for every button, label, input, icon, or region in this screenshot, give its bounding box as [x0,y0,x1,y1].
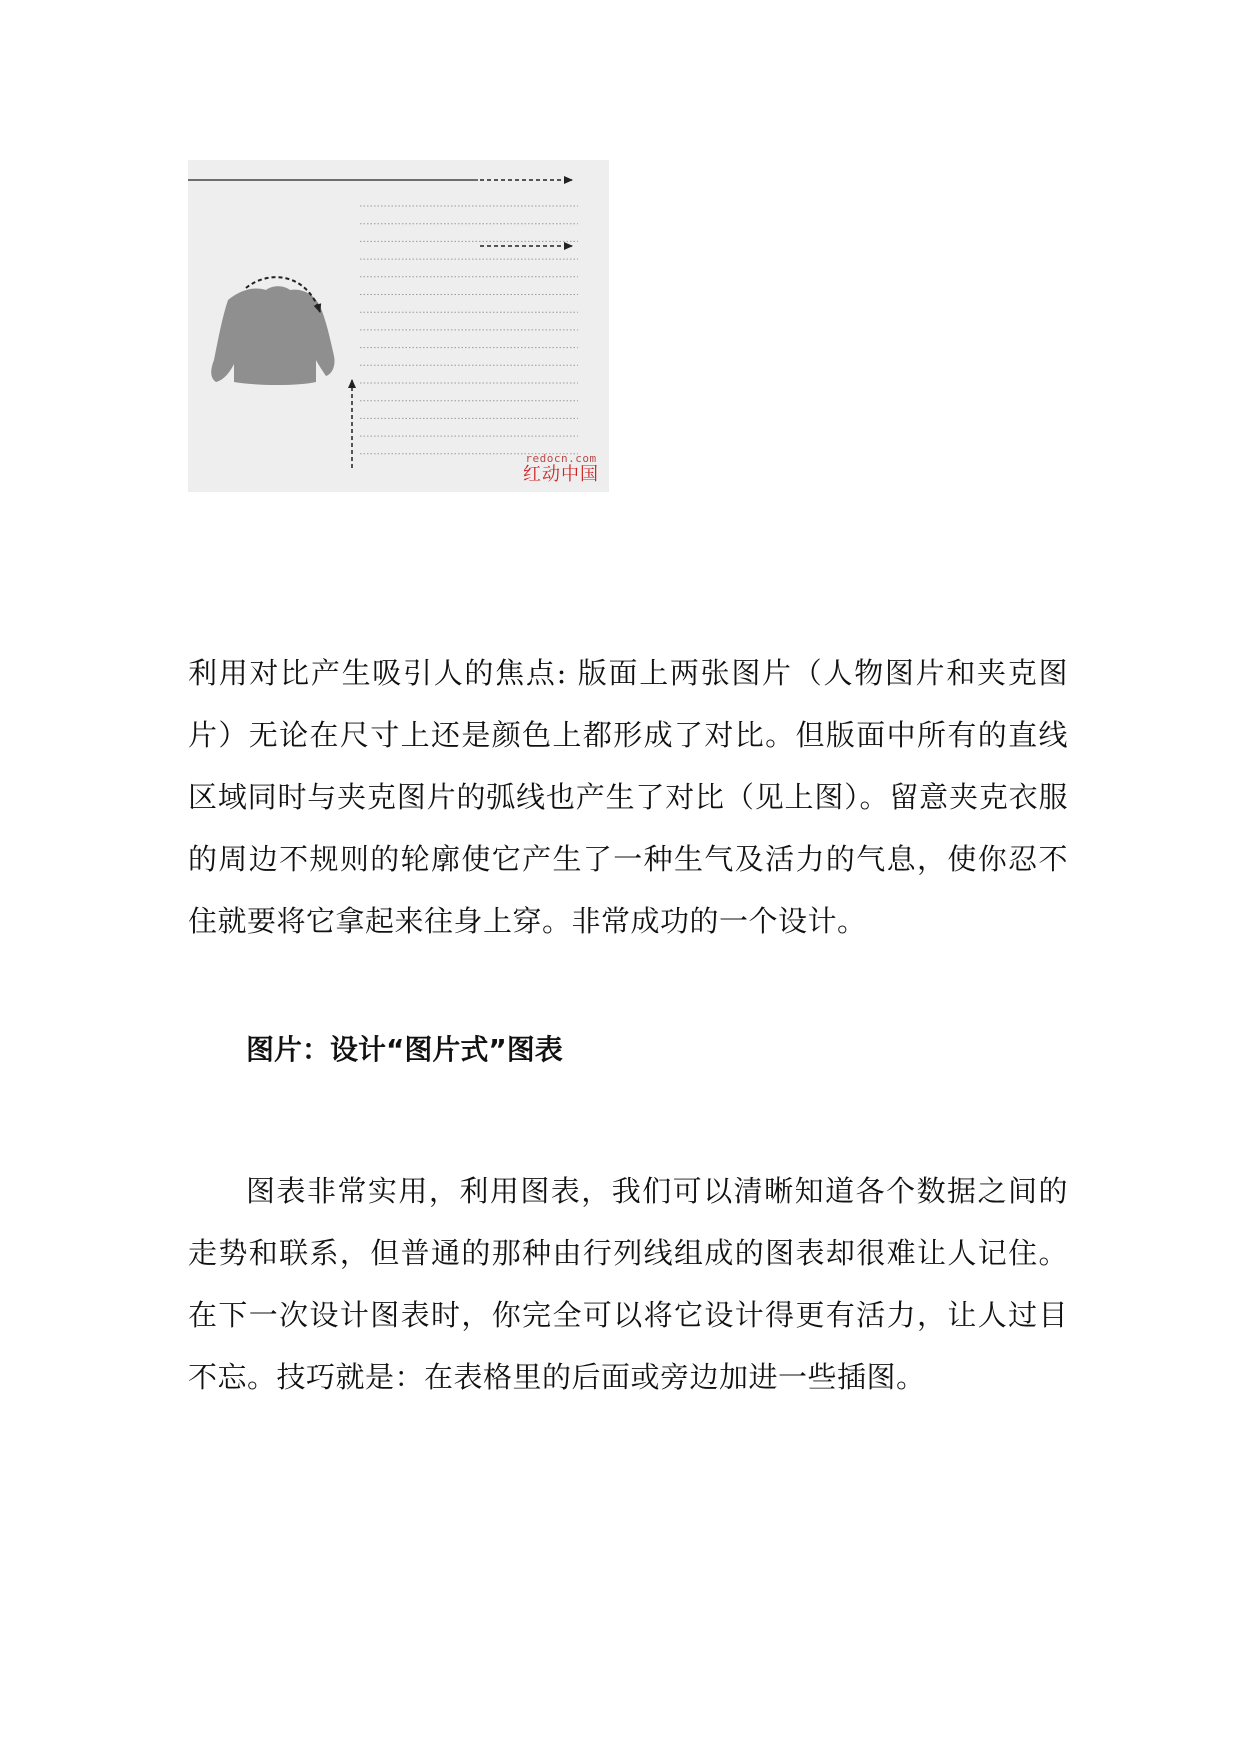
illustration-figure [188,160,609,492]
dotted-text-lines [360,206,578,454]
section-heading: 图片：设计“图片式”图表 [246,1033,563,1066]
body-paragraph-2: 图表非常实用，利用图表，我们可以清晰知道各个数据之间的走势和联系，但普通的那种由行列线组成的图表却很难让人记住。在下一次设计图表时，你完全可以将它设计得更有活力，让人过目不忘。技巧就是：在表格里的后面或旁边加进一些插图。 [188,1174,1068,1394]
watermark-name: 红动中国 [523,464,599,485]
watermark [523,453,599,484]
watermark-url: redocn.com [525,452,597,465]
layout-diagram [188,160,609,492]
jacket-icon [211,286,334,385]
body-paragraph-1: 利用对比产生吸引人的焦点: 版面上两张图片（人物图片和夹克图片）无论在尺寸上还是颜色上都形成了对比。但版面中所有的直线区域同时与夹克图片的弧线也产生了对比（见上图）。留意夹克衣服的周边不规则的轮廓使它产生了一种生气及活力的气息，使你忍不住就要将它拿起来往身上穿。非常成功的一个设计。 [188,656,1068,938]
